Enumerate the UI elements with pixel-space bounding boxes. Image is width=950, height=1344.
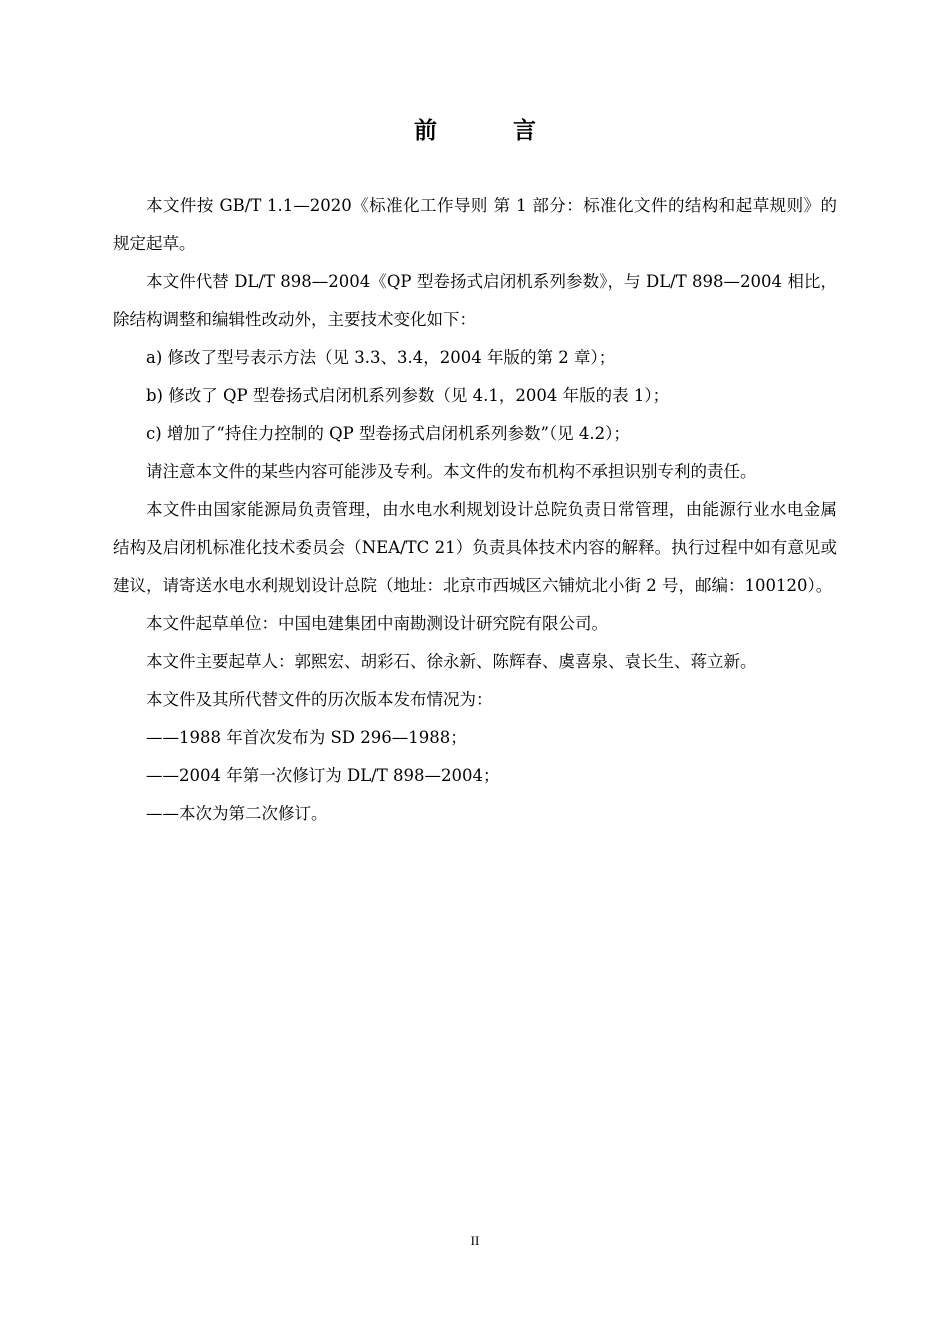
drafting-unit-paragraph: 本文件起草单位：中国电建集团中南勘测设计研究院有限公司。 (146, 614, 608, 633)
patent-notice-paragraph: 请注意本文件的某些内容可能涉及专利。本文件的发布机构不承担识别专利的责任。 (146, 462, 757, 481)
version-history-intro: 本文件及其所代替文件的历次版本发布情况为： (146, 690, 493, 709)
drafting-rule-paragraph: 本文件按 GB/T 1.1—2020《标准化工作导则 第 1 部分：标准化文件的结构和起草规则》的规定起草。 (113, 196, 837, 253)
management-paragraph: 本文件由国家能源局负责管理，由水电水利规划设计总院负责日常管理，由能源行业水电金属结构及启闭机标准化技术委员会（NEA/TC 21）负责具体技术内容的解释。执行过程中如有意见或建议，请寄送水电水利规划设计总院（地址：北京市西城区六铺炕北小街 2 号，邮编：100120）。 (113, 500, 837, 595)
history-item-current: ——本次为第二次修订。 (146, 804, 328, 823)
change-item-a: a) 修改了型号表示方法（见 3.3、3.4，2004 年版的第 2 章）； (146, 348, 616, 367)
history-item-2004: ——2004 年第一次修订为 DL/T 898—2004； (146, 766, 500, 785)
page-title: 前 言 (413, 118, 570, 144)
drafters-paragraph: 本文件主要起草人：郭熙宏、胡彩石、徐永新、陈辉春、虞喜泉、袁长生、蒋立新。 (146, 652, 757, 671)
foreword-body (113, 187, 837, 833)
history-item-1988: ——1988 年首次发布为 SD 296—1988； (146, 728, 467, 747)
page-number: II (470, 1233, 480, 1248)
change-item-b: b) 修改了 QP 型卷扬式启闭机系列参数（见 4.1，2004 年版的表 1）； (146, 386, 670, 405)
change-item-c: c) 增加了“持住力控制的 QP 型卷扬式启闭机系列参数”（见 4.2）； (146, 424, 630, 443)
replacement-paragraph: 本文件代替 DL/T 898—2004《QP 型卷扬式启闭机系列参数》，与 DL/T 898—2004 相比，除结构调整和编辑性改动外，主要技术变化如下： (113, 272, 837, 329)
